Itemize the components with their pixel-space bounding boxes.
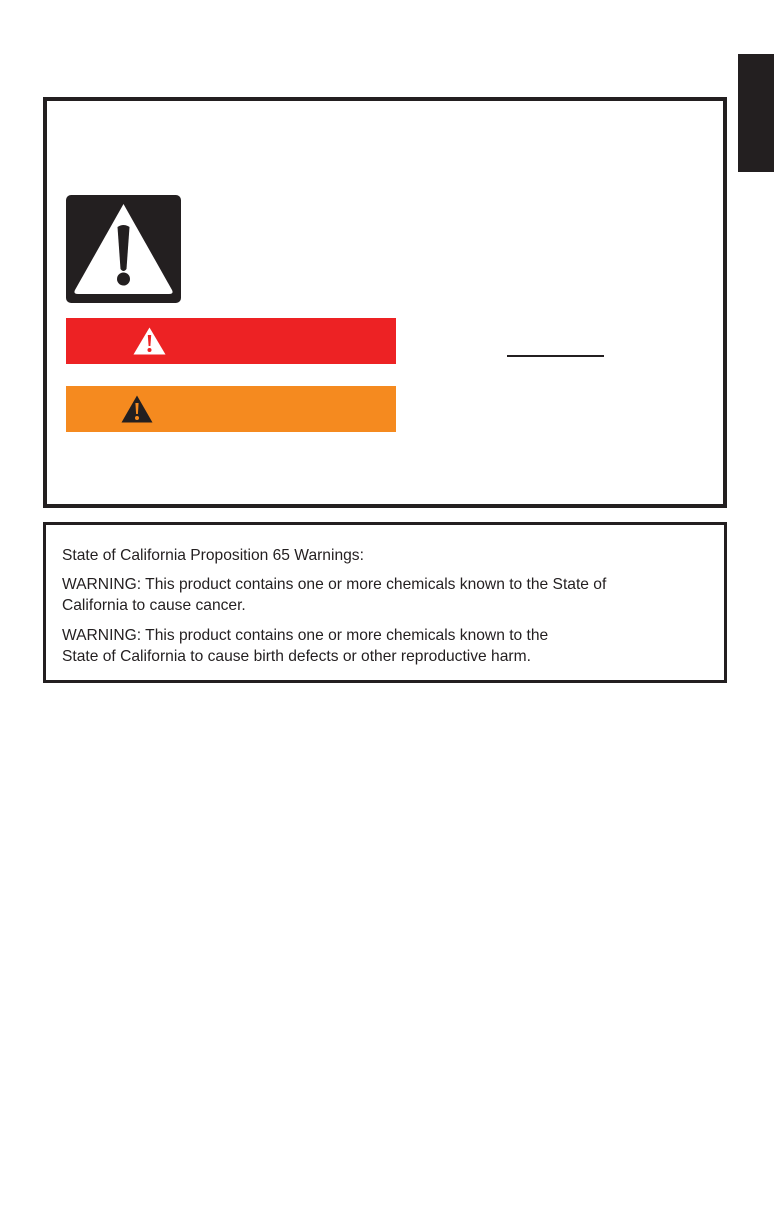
prop65-cancer-line-1: WARNING: This product contains one or more chemicals known to the State of — [62, 576, 607, 593]
prop65-reproductive-warning — [62, 625, 708, 667]
prop65-cancer-line-2: California to cause cancer. — [62, 597, 246, 614]
warning-signal-bar — [66, 386, 396, 432]
prop65-reproductive-line-1: WARNING: This product contains one or more chemicals known to the — [62, 627, 549, 644]
danger-triangle-icon — [132, 326, 167, 356]
prop65-reproductive-line-2: State of California to cause birth defects or other reproductive harm. — [62, 648, 531, 665]
underline-rule — [507, 355, 604, 357]
prop65-heading: State of California Proposition 65 Warnings: — [62, 547, 364, 564]
warning-triangle-icon — [120, 394, 154, 424]
danger-signal-bar — [66, 318, 396, 364]
prop65-warning-box — [43, 522, 727, 683]
prop65-cancer-warning — [62, 574, 708, 616]
safety-alert-symbol-icon — [66, 195, 181, 303]
section-tab-marker — [738, 54, 774, 172]
